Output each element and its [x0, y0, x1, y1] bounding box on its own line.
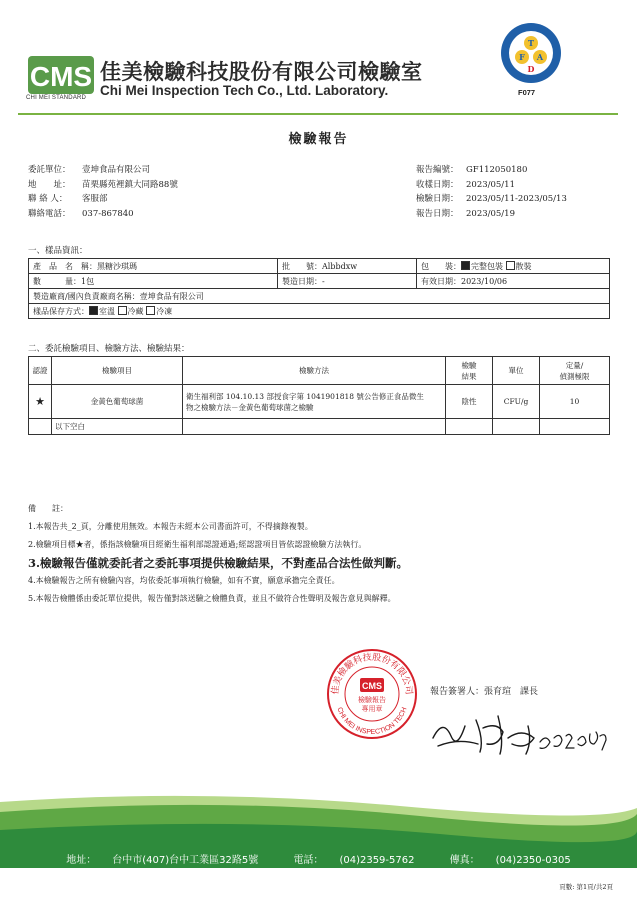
pack-label: 包 裝： — [421, 261, 461, 271]
note-3: 3.檢驗報告僅就委託者之委託事項提供檢驗結果，不對產品合法性做判斷。 — [28, 556, 409, 570]
seal-letter-f: F — [519, 52, 525, 62]
storage-frozen-label: 冷凍 — [156, 306, 173, 316]
report-no-label: 報告編號： — [416, 165, 459, 175]
stamp-ring-text: 佳美檢驗科技股份有限公司 — [330, 652, 414, 696]
client-unit-label: 委託單位： — [28, 165, 71, 175]
qty: 1包 — [81, 276, 95, 286]
seal-letter-t: T — [528, 38, 534, 48]
signer-label: 報告簽署人： — [430, 687, 485, 697]
storage-fridge-label: 冷藏 — [127, 306, 144, 316]
header-divider — [18, 113, 618, 115]
company-name-en: Chi Mei Inspection Tech Co., Ltd. Laboratory. — [100, 83, 389, 98]
sample-section-title: 一、樣品資訊： — [28, 246, 88, 256]
qty-label: 數 量： — [33, 276, 81, 286]
product-name-label: 產 品 名 稱： — [33, 261, 97, 271]
footer-contact — [0, 851, 637, 866]
mfg-date-label: 製造日期： — [282, 276, 322, 286]
signer-title: 課長 — [520, 687, 539, 697]
stamp-center-2: 專用章 — [361, 705, 383, 713]
handwritten-signature-icon — [428, 708, 618, 760]
client-addr: 苗栗縣苑裡鎮大同路88號 — [82, 179, 178, 190]
maker-label: 製造廠商/國內負責廠商名稱： — [33, 291, 140, 301]
row-result: 陰性 — [446, 385, 493, 419]
row-item: 金黃色葡萄球菌 — [52, 385, 183, 419]
sample-info-table — [28, 258, 610, 319]
seal-letter-a: A — [536, 52, 544, 62]
notes-title: 備 註： — [28, 504, 68, 513]
storage-fridge-checkbox — [118, 306, 127, 315]
header-item: 檢驗項目 — [52, 357, 183, 385]
pack-full-label: 完整包裝 — [471, 261, 503, 271]
footer-tel: (04)2359-5762 — [339, 855, 415, 866]
recv-date-label: 收樣日期： — [416, 179, 459, 190]
report-no: GF112050180 — [466, 165, 528, 175]
client-addr-label: 地 址： — [28, 179, 71, 190]
header-unit: 單位 — [493, 357, 540, 385]
row-method-2: 物之檢驗方法－金黃色葡萄球菌之檢驗 — [186, 402, 314, 412]
report-stamp-icon — [326, 648, 418, 740]
footer-fax-label: 傳真： — [449, 855, 480, 866]
row-cert: ★ — [29, 385, 52, 419]
report-date: 2023/05/19 — [466, 208, 515, 219]
exp-date-label: 有效日期： — [421, 276, 461, 286]
test-results-table — [28, 356, 610, 435]
header-cert: 認證 — [29, 357, 52, 385]
header-result-2: 結果 — [461, 371, 477, 381]
header-limit-1: 定量/ — [565, 360, 584, 370]
report-info — [416, 163, 567, 221]
row-method-1: 衛生福利部 104.10.13 部授食字第 1041901818 號公告修正食品微生 — [186, 391, 424, 401]
test-date: 2023/05/11-2023/05/13 — [466, 194, 567, 204]
table-row — [29, 385, 610, 419]
maker: 壹坤食品有限公司 — [139, 291, 204, 301]
footer-addr: 台中市(407)台中工業區32路5號 — [112, 855, 259, 866]
note-2: 2.檢驗項目標★者，係指該檢驗項目經衛生福利部認證通過;經認證項目皆依認證檢驗方法執行。 — [28, 540, 367, 549]
footer-tel-label: 電話： — [293, 855, 324, 866]
note-1: 1.本報告共_2_頁，分離使用無效。本報告未經本公司書面許可，不得摘錄複製。 — [28, 522, 313, 531]
company-logo-icon — [28, 52, 94, 98]
report-date-label: 報告日期： — [416, 208, 459, 219]
note-5: 5.本報告檢體係由委託單位提供，報告僅對該送驗之檢體負責，並且不做符合性聲明及報告意見與解釋。 — [28, 594, 396, 603]
storage-label: 樣品保存方式： — [33, 306, 89, 316]
seal-letter-d: D — [527, 64, 535, 74]
mfg-date: - — [322, 276, 325, 286]
storage-room-label: 室溫 — [99, 306, 115, 316]
seal-code: F077 — [518, 88, 536, 97]
header-result-1: 檢驗 — [461, 360, 477, 370]
batch: Albbdxw — [322, 261, 358, 271]
client-phone: 037-867840 — [82, 208, 134, 219]
tests-section-title: 二、委託檢驗項目、檢驗方法、檢驗結果： — [28, 344, 190, 354]
test-date-label: 檢驗日期： — [416, 194, 459, 204]
notes — [28, 500, 408, 608]
batch-label: 批 號： — [282, 261, 322, 271]
recv-date: 2023/05/11 — [466, 179, 515, 190]
company-name-zh: 佳美檢驗科技股份有限公司檢驗室 — [100, 60, 423, 84]
storage-room-checkbox — [89, 306, 98, 315]
client-contact-label: 聯 絡 人： — [28, 194, 68, 204]
client-contact: 客服部 — [82, 194, 108, 204]
row-limit: 10 — [540, 385, 610, 419]
pack-bulk-checkbox — [506, 261, 515, 270]
exp-date: 2023/10/06 — [461, 276, 508, 286]
header-limit-2: 偵測極限 — [559, 371, 590, 381]
row-unit: CFU/g — [493, 385, 540, 419]
stamp-ring-text-en: CHI MEI INSPECTION TECH — [335, 706, 409, 737]
pack-full-checkbox — [461, 261, 470, 270]
logo-subtitle: CHI MEI STANDARD — [26, 95, 87, 101]
page-number: 頁數: 第1頁/共2頁 — [559, 883, 613, 891]
header-method: 檢驗方法 — [183, 357, 446, 385]
footer-fax: (04)2350-0305 — [495, 855, 571, 866]
taf-accreditation-seal-icon — [500, 22, 562, 84]
document-title: 檢驗報告 — [288, 132, 349, 147]
product-name: 黑糖沙琪瑪 — [97, 261, 137, 271]
stamp-logo: CMS — [362, 681, 382, 691]
client-unit: 壹坤食品有限公司 — [82, 165, 151, 175]
logo-text: CMS — [29, 61, 93, 92]
pack-bulk-label: 散裝 — [515, 261, 532, 271]
stamp-center-1: 檢驗報告 — [358, 696, 386, 704]
client-info — [28, 163, 178, 221]
signer-name: 張育瑄 — [484, 687, 512, 697]
client-phone-label: 聯絡電話： — [28, 208, 71, 219]
footer-addr-label: 地址： — [66, 855, 97, 866]
blank-marker: 以下空白 — [52, 419, 183, 435]
signer-line — [430, 684, 538, 697]
note-4: 4.本檢驗報告之所有檢驗內容，均依委託事項執行檢驗，如有不實，願意承擔完全責任。 — [28, 576, 340, 585]
storage-frozen-checkbox — [146, 306, 155, 315]
